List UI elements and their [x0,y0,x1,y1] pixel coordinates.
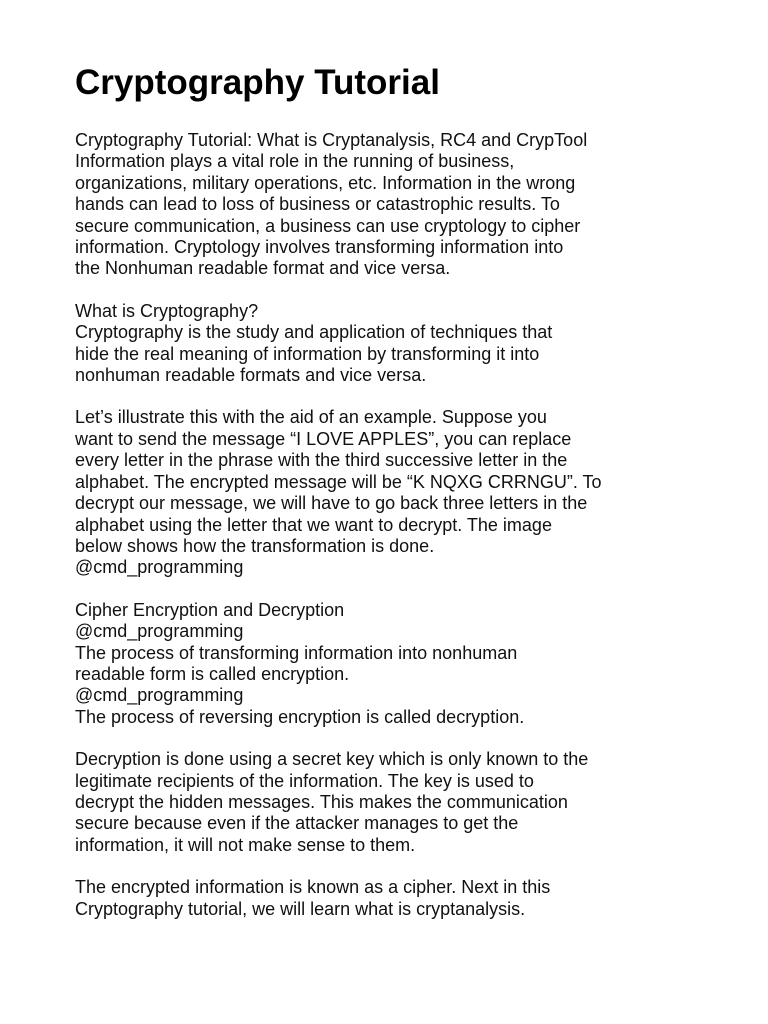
text-line: want to send the message “I LOVE APPLES”, you can replace [75,428,572,449]
text-line: information. Cryptology involves transforming information into [75,237,564,258]
paragraph-decryption [75,749,715,856]
text-line: Decryption is done using a secret key which is only known to the [75,749,589,770]
text-line: Cryptography is the study and application of techniques that [75,322,553,343]
text-line: secure because even if the attacker manages to get the [75,813,519,834]
text-line: decrypt our message, we will have to go back three letters in the [75,493,588,514]
text-line: hide the real meaning of information by transforming it into [75,343,540,364]
paragraph-example [75,407,715,578]
paragraph-what-is-cryptography [75,301,715,387]
handle-tag: @cmd_programming [75,557,244,578]
paragraph-cipher [75,877,715,920]
handle-tag: @cmd_programming [75,621,244,642]
text-line: hands can lead to loss of business or catastrophic results. To [75,194,560,215]
text-line: The process of reversing encryption is called decryption. [75,706,525,727]
text-line: information, it will not make sense to them. [75,834,416,855]
text-line: nonhuman readable formats and vice versa. [75,365,427,386]
document-title: Cryptography Tutorial [75,63,440,102]
text-line: decrypt the hidden messages. This makes the communication [75,791,568,812]
paragraph-cipher-encryption [75,600,715,728]
text-line: every letter in the phrase with the third successive letter in the [75,450,568,471]
text-line: legitimate recipients of the information. The key is used to [75,770,534,791]
handle-tag: @cmd_programming [75,685,244,706]
text-line: the Nonhuman readable format and vice versa. [75,258,451,279]
section-heading: Cipher Encryption and Decryption [75,599,345,620]
text-line: Information plays a vital role in the running of business, [75,151,515,172]
text-line: The encrypted information is known as a cipher. Next in this [75,877,551,898]
text-line: below shows how the transformation is done. [75,535,435,556]
text-line: secure communication, a business can use cryptology to cipher [75,215,581,236]
section-heading: What is Cryptography? [75,300,259,321]
text-line: organizations, military operations, etc. Information in the wrong [75,172,576,193]
text-line: alphabet. The encrypted message will be “K NQXG CRRNGU”. To [75,471,602,492]
text-line: Cryptography Tutorial: What is Cryptanalysis, RC4 and CrypTool [75,130,588,150]
text-line: readable form is called encryption. [75,663,350,684]
text-line: Cryptography tutorial, we will learn what is cryptanalysis. [75,898,526,919]
document-page [75,58,715,941]
paragraph-intro [75,130,715,280]
text-line: alphabet using the letter that we want to decrypt. The image [75,514,552,535]
text-line: The process of transforming information into nonhuman [75,642,518,663]
text-line: Let’s illustrate this with the aid of an example. Suppose you [75,407,547,428]
